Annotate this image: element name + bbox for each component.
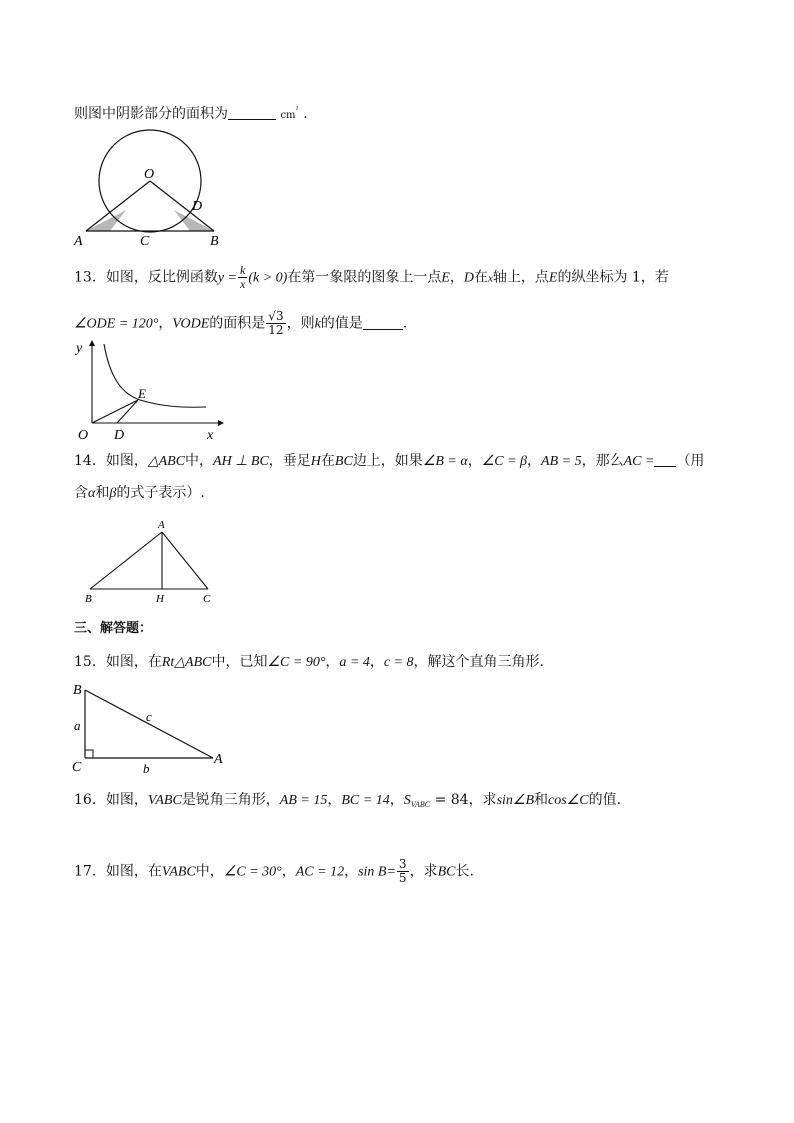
label-O: O <box>144 167 155 182</box>
label-c: c <box>146 709 152 724</box>
shaded-left <box>86 210 126 231</box>
right-angle-mark <box>85 750 93 758</box>
label-C: C <box>72 760 82 775</box>
q13-line1: 13．如图，反比例函数y = $\frac{k}{x}$ (k > 0)在第一象限的图象上一点E，D在x轴上，点E的纵坐标为 1，若 <box>74 263 669 291</box>
q17-text: 17．如图，在VABC中，∠C = 30°，AC = 12，sin B= $\frac{3}{5}$ ，求BC长. <box>74 857 474 885</box>
label-C: C <box>203 593 211 605</box>
label-O: O <box>78 428 89 443</box>
q14-line1: 14．如图，△ABC中，AH ⊥ BC，垂足H在BC边上，如果∠B = α，∠C = β，AB = 5，那么AC = （用 <box>74 453 705 469</box>
label-E: E <box>138 386 146 401</box>
q14-figure <box>80 515 220 607</box>
section-title: 三、解答题： <box>74 621 153 636</box>
label-B: B <box>85 593 92 605</box>
q12-text: 则图中阴影部分的面积为 $cm^{^2}$ . <box>74 105 308 122</box>
q15-text: 15．如图，在Rt△ABC中，已知∠C = 90°，a = 4，c = 8，解这个直角三角形. <box>74 654 544 670</box>
q15-figure <box>70 682 230 778</box>
label-x: x <box>207 428 214 443</box>
label-B: B <box>73 683 82 698</box>
label-C: C <box>140 234 150 249</box>
label-A: A <box>74 234 83 249</box>
label-a: a <box>74 718 81 733</box>
label-D: D <box>114 428 125 443</box>
q13-line2: ∠ODE = 120°，VODE的面积是 $\frac{√3}{12}$ ，则k的值是 . <box>74 309 408 337</box>
label-b: b <box>143 761 150 776</box>
label-y: y <box>76 341 83 356</box>
label-H: H <box>156 593 164 605</box>
label-A: A <box>214 752 223 767</box>
answer-blank[interactable] <box>654 452 676 467</box>
q12-figure <box>70 135 230 255</box>
label-D: D <box>192 199 203 214</box>
label-A: A <box>158 519 165 531</box>
answer-blank[interactable] <box>363 315 403 330</box>
q14-line2: 含α和β的式子表示）. <box>74 485 205 501</box>
q13-figure <box>70 338 230 446</box>
q16-text: 16．如图，VABC是锐角三角形，AB = 15，BC = 14，$S_{VABC} = 84$，求sin∠B和cos∠C的值. <box>74 792 622 809</box>
answer-blank[interactable] <box>228 105 276 120</box>
hyperbola-curve <box>104 344 206 407</box>
label-B: B <box>210 234 219 249</box>
